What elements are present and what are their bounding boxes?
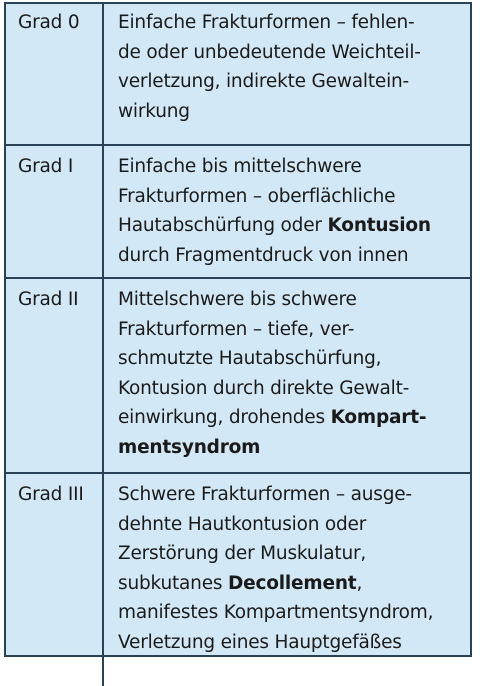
description-line bbox=[118, 285, 466, 315]
bold-term: Kompart- bbox=[330, 407, 427, 428]
text-segment: wirkung bbox=[118, 100, 190, 122]
text-segment: Zerstörung der Muskulatur, bbox=[118, 543, 367, 564]
text-segment: Verletzung eines Hauptgefäßes bbox=[118, 631, 402, 653]
text-segment: Frakturformen – tiefe, ver- bbox=[118, 318, 355, 340]
table-row bbox=[6, 4, 470, 145]
bold-term: Decollement bbox=[228, 572, 357, 594]
text-segment: manifestes Kompartmentsyndrom, bbox=[118, 602, 434, 623]
description-line bbox=[118, 152, 466, 182]
grade-label: Grad I bbox=[6, 145, 103, 278]
text-segment: schmutzte Hautabschürfung, bbox=[118, 348, 382, 369]
description-line bbox=[118, 315, 466, 345]
grade-description bbox=[103, 4, 470, 145]
description-line bbox=[118, 38, 466, 68]
table-row bbox=[6, 278, 470, 473]
description-line bbox=[118, 510, 466, 540]
description-line bbox=[118, 569, 466, 599]
description-line bbox=[118, 539, 466, 569]
fracture-grade-table bbox=[6, 4, 470, 686]
description-line bbox=[118, 374, 466, 404]
grade-label: Grad III bbox=[6, 473, 103, 686]
description-line bbox=[118, 403, 466, 433]
text-segment: dehnte Hautkontusion oder bbox=[118, 513, 367, 535]
text-segment: Mittelschwere bis schwere bbox=[118, 289, 357, 310]
text-segment: , bbox=[356, 572, 363, 594]
grade-description bbox=[103, 473, 470, 686]
text-segment: Hautabschürfung oder bbox=[118, 215, 328, 236]
table-row bbox=[6, 473, 470, 686]
description-line bbox=[118, 97, 466, 127]
text-segment: Einfache Frakturformen – fehlen- bbox=[118, 12, 415, 33]
table-row bbox=[6, 145, 470, 278]
description-line bbox=[118, 433, 466, 463]
description-line bbox=[118, 598, 466, 628]
text-segment: de oder unbedeutende Weichteil- bbox=[118, 41, 421, 63]
description-line bbox=[118, 8, 466, 38]
description-line bbox=[118, 344, 466, 374]
text-segment: durch Fragmentdruck von innen bbox=[118, 244, 409, 266]
text-segment: Schwere Frakturformen – ausge- bbox=[118, 484, 412, 505]
description-line bbox=[118, 67, 466, 97]
grade-label: Grad 0 bbox=[6, 4, 103, 145]
description-line bbox=[118, 182, 466, 212]
description-line bbox=[118, 480, 466, 510]
bold-term: mentsyndrom bbox=[118, 436, 261, 458]
text-segment: Einfache bis mittelschwere bbox=[118, 156, 362, 177]
description-line bbox=[118, 211, 466, 241]
text-segment: verletzung, indirekte Gewaltein- bbox=[118, 71, 410, 92]
bold-term: Kontusion bbox=[327, 215, 431, 236]
grade-description bbox=[103, 145, 470, 278]
grade-label: Grad II bbox=[6, 278, 103, 473]
description-line bbox=[118, 628, 466, 658]
text-segment: Frakturformen – oberflächliche bbox=[118, 185, 396, 207]
text-segment: einwirkung, drohendes bbox=[118, 407, 331, 428]
text-segment: Kontusion durch direkte Gewalt- bbox=[118, 377, 410, 399]
description-line bbox=[118, 241, 466, 271]
text-segment: subkutanes bbox=[118, 572, 228, 594]
grade-description bbox=[103, 278, 470, 473]
